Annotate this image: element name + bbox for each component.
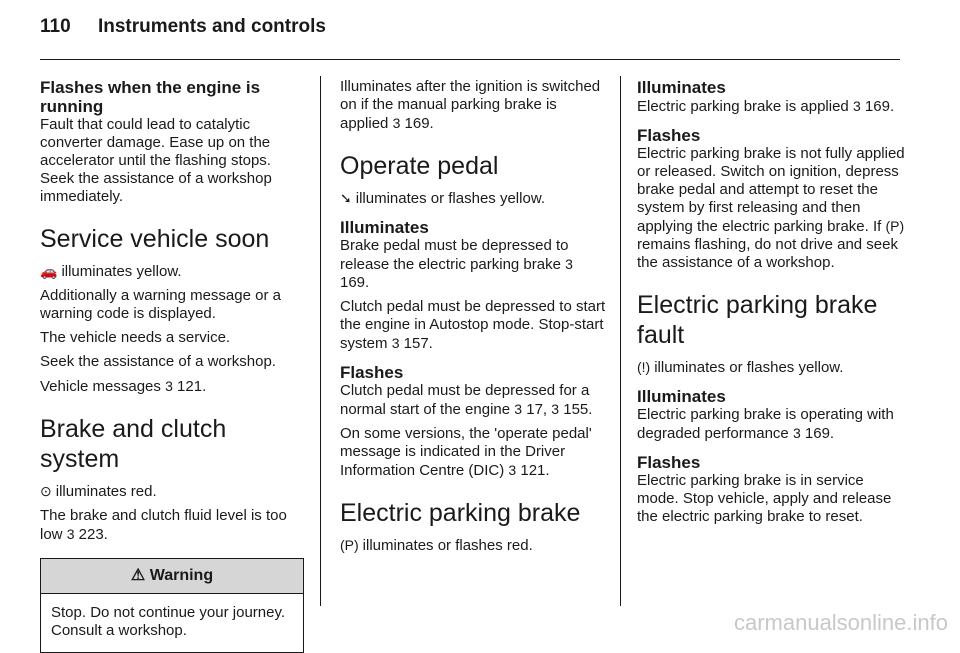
paragraph-illuminates-2: Electric parking brake is operating with degraded performance 3 169. <box>637 406 894 442</box>
paragraph-epb-illuminates: (P) illuminates or flashes red. <box>340 537 533 554</box>
heading-brake-clutch-system: Brake and clutch system <box>40 415 227 473</box>
heading-flashes: Flashes <box>340 363 404 382</box>
paragraph-illuminates: Electric parking brake is applied 3 169. <box>637 98 895 115</box>
column-divider-2 <box>620 76 621 606</box>
column-divider-1 <box>320 76 321 606</box>
page-ref-arrow: 3 <box>165 378 173 394</box>
page-ref-arrow: 3 <box>551 401 560 417</box>
heading-flashes-engine-running: Flashes when the engine is running <box>40 78 261 116</box>
heading-illuminates: Illuminates <box>340 218 429 237</box>
paragraph-service-4: Vehicle messages 3 121. <box>40 378 207 395</box>
watermark: carmanualsonline.info <box>733 610 948 635</box>
parking-brake-icon: (P) <box>340 537 359 553</box>
brake-warning-icon: ⊙ <box>40 483 52 499</box>
column-3 <box>637 78 909 532</box>
warning-box <box>40 558 304 653</box>
parking-brake-fault-icon: (!) <box>637 359 651 375</box>
page-ref-157[interactable]: 157. <box>403 335 433 352</box>
page-number: 110 <box>40 16 71 37</box>
page-ref-arrow: 3 <box>852 98 861 114</box>
service-vehicle-icon: 🚗 <box>40 263 58 279</box>
page-ref-arrow: 3 <box>66 526 75 542</box>
paragraph-fault-illuminates: (!) illuminates or flashes yellow. <box>637 359 844 376</box>
paragraph-intro: Illuminates after the ignition is switched on if the manual parking brake is applied 3 169. <box>340 78 601 132</box>
warning-header <box>41 559 303 594</box>
page-ref-arrow: 3 <box>508 462 517 478</box>
paragraph-service-illuminates: 🚗 illuminates yellow. <box>40 263 182 280</box>
paragraph-brake-illuminates: ⊙ illuminates red. <box>40 483 157 500</box>
page-ref-arrow: 3 <box>514 401 523 417</box>
page-ref-arrow: 3 <box>391 335 400 351</box>
page-ref-121[interactable]: 121. <box>177 378 207 395</box>
page-ref-155[interactable]: 155. <box>563 401 593 418</box>
heading-illuminates: Illuminates <box>637 78 726 97</box>
paragraph-flashes: Electric parking brake is not fully applied or released. Switch on ignition, depress brake pedal and attempt to reset the system by first releasing and then applying the electric parking brake. If (P) remains flashing, do not drive and seek the assistance of a workshop. <box>637 145 905 271</box>
page-ref-121[interactable]: 121. <box>520 462 550 479</box>
header-rule <box>40 59 900 60</box>
paragraph-pedal-illuminates: ➘ illuminates or flashes yellow. <box>340 190 545 207</box>
paragraph-illuminates-2: Clutch pedal must be depressed to start the engine in Autostop mode. Stop-start system 3 157. <box>340 298 606 352</box>
pedal-icon: ➘ <box>340 190 352 206</box>
page-ref-223[interactable]: 223. <box>78 526 108 543</box>
paragraph-service-3: Seek the assistance of a workshop. <box>40 353 276 370</box>
heading-flashes: Flashes <box>637 126 701 145</box>
page-ref-169[interactable]: 169. <box>340 274 370 291</box>
warning-text: Stop. Do not continue your journey. Consult a workshop. <box>51 604 286 639</box>
page-ref-169[interactable]: 169. <box>804 425 835 442</box>
page-header <box>40 16 326 38</box>
paragraph-brake-1: The brake and clutch fluid level is too low 3 223. <box>40 507 287 543</box>
heading-flashes-2: Flashes <box>637 453 701 472</box>
page-ref-169[interactable]: 169. <box>864 98 895 115</box>
paragraph-flashes-1: Clutch pedal must be depressed for a normal start of the engine 3 17, 3 155. <box>340 382 593 418</box>
paragraph-flashes-2: On some versions, the 'operate pedal' message is indicated in the Driver Information Centre (DIC) 3 121. <box>340 425 592 479</box>
parking-brake-icon: (P) <box>885 218 905 234</box>
heading-illuminates-2: Illuminates <box>637 387 726 406</box>
paragraph-flashes-2: Electric parking brake is in service mode. Stop vehicle, apply and release the electric parking brake to reset. <box>637 472 892 525</box>
heading-electric-parking-brake: Electric parking brake <box>340 499 581 527</box>
page-title: Instruments and controls <box>97 16 326 37</box>
column-1 <box>40 78 306 653</box>
column-2 <box>340 78 606 561</box>
heading-electric-parking-brake-fault: Electric parking brake fault <box>637 291 878 349</box>
page-ref-17[interactable]: 17, <box>526 401 548 418</box>
warning-title: Warning <box>149 567 214 584</box>
paragraph-service-2: The vehicle needs a service. <box>40 329 231 346</box>
page-ref-arrow: 3 <box>565 256 573 272</box>
page-ref-169[interactable]: 169. <box>404 115 434 132</box>
heading-operate-pedal: Operate pedal <box>340 152 499 180</box>
warning-triangle-icon: ⚠ <box>130 567 146 584</box>
page-ref-arrow: 3 <box>792 425 801 441</box>
paragraph-service-1: Additionally a warning message or a warning code is displayed. <box>40 287 281 322</box>
page-ref-arrow: 3 <box>392 115 401 131</box>
paragraph-illuminates-1: Brake pedal must be depressed to release the electric parking brake 3 169. <box>340 237 573 291</box>
heading-service-vehicle-soon: Service vehicle soon <box>40 225 270 253</box>
paragraph-flashes: Fault that could lead to catalytic converter damage. Ease up on the accelerator until the flashing stops. Seek the assistance of a workshop immediately. <box>40 116 272 205</box>
